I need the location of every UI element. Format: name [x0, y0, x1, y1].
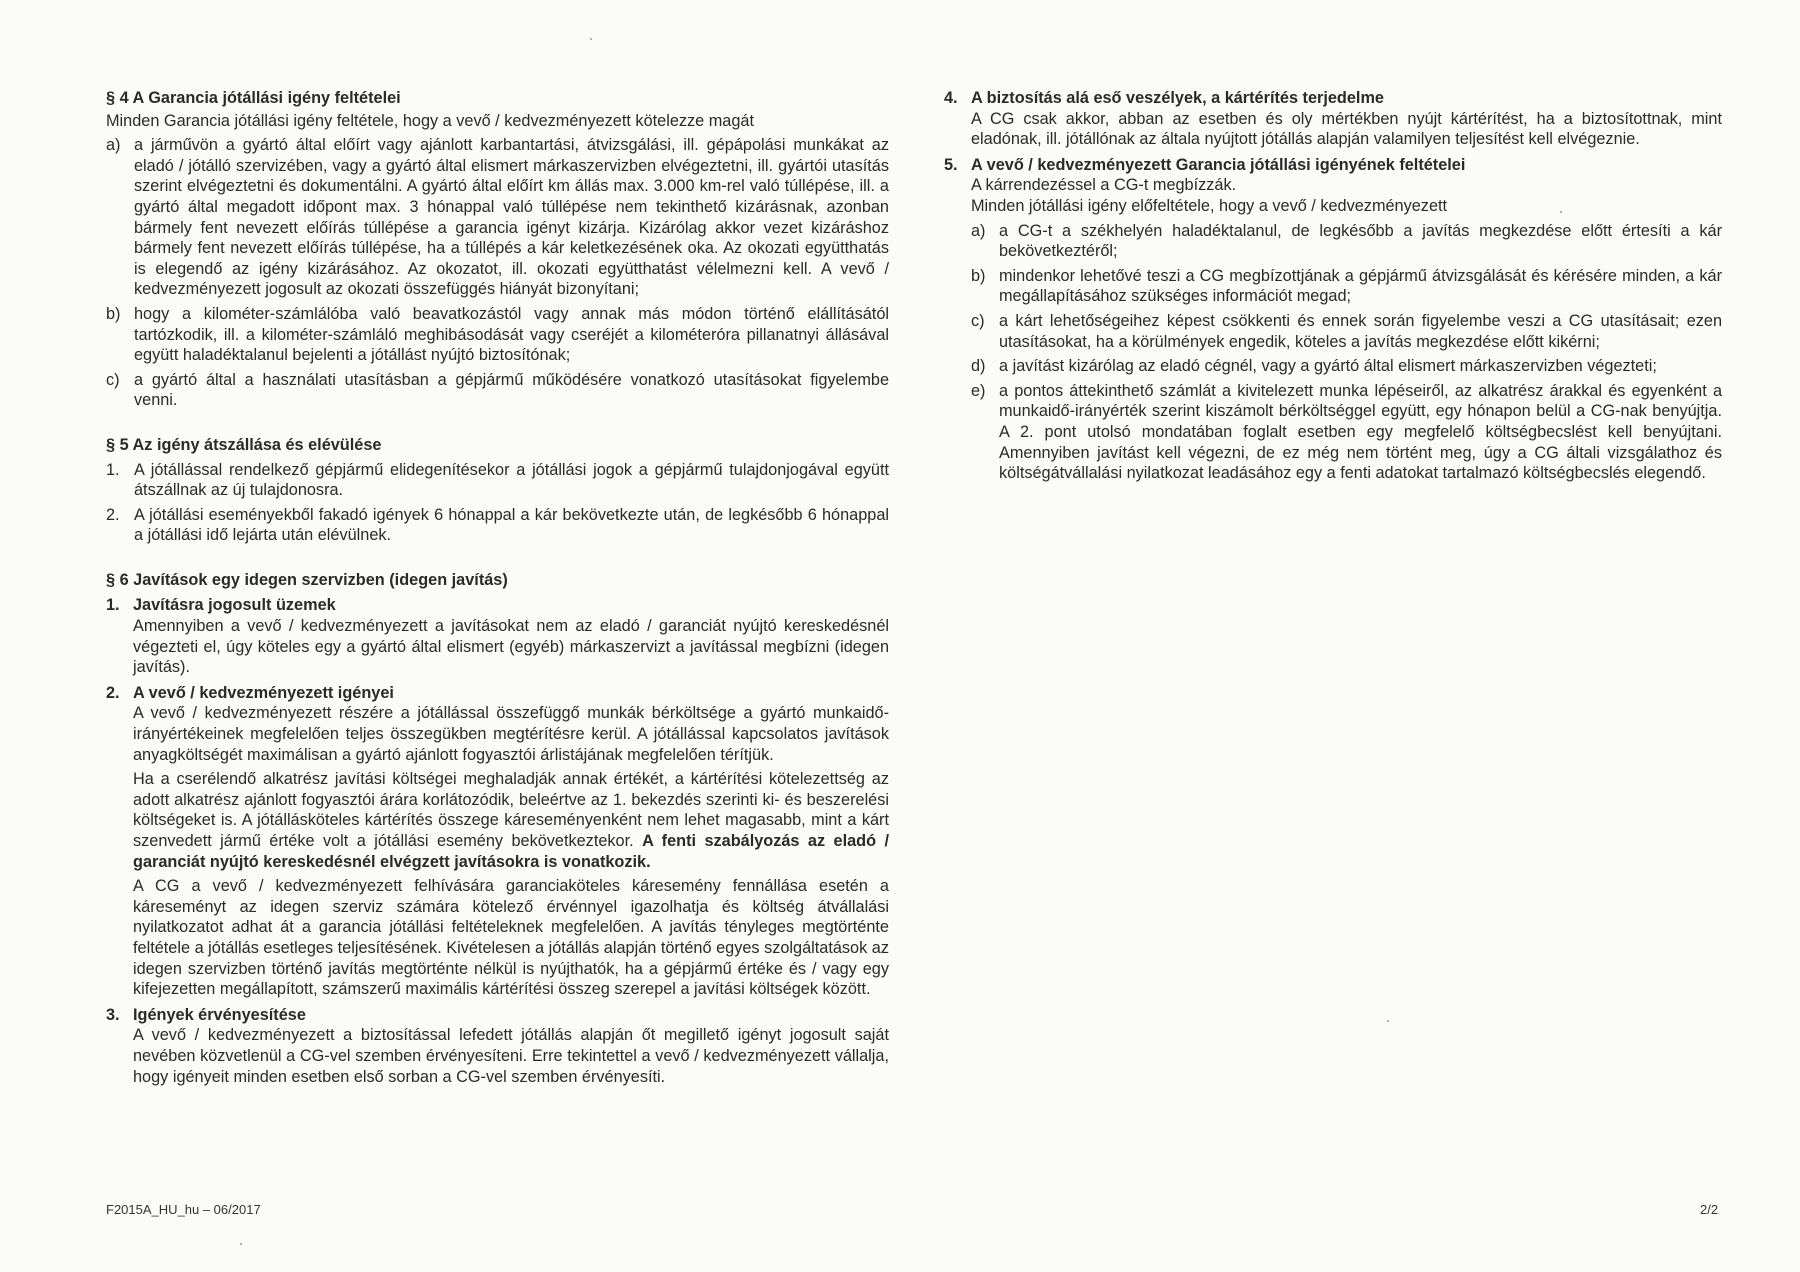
- scan-speck: [590, 38, 592, 40]
- list-marker: b): [971, 266, 986, 285]
- paragraph: A CG a vevő / kedvezményezett felhívására garanciaköteles káresemény fennállása esetén a káreseményt az idegen szerviz számára kötelező érvénnyel igazolhatja és költség átvállalási nyilatkozatot adhat át a garancia jótállási feltételeknek megfelelően. A javítás tényleges megtörténte feltétele a jótállás esetleges teljesítésének. Kivételesen a jótállás alapján történő egyes szolgáltatások az idegen szervizben történő javítás megtörténte nélkül is nyújthatók, ha a gépjármű értéke és / vagy egy kifejezetten megállapított, számszerű maximális kártérítési összeg szerepel a javítási költségek között.: [133, 877, 889, 999]
- subsection-number: 3.: [106, 1005, 120, 1024]
- list-text: a járművön a gyártó által előírt vagy ajánlott karbantartási, átvizsgálási, ill. gépápolási munkákat az eladó / jótálló szervizében, vagy a gyártó által elismert márkaszervizben elvégeztetni, ill. gyártói utasítás szerint elvégeztetni és dokumentálni. A gyártó által előírt km állás max. 3.000 km-rel való túllépése, ill. a gyártó által megadott időpont max. 3 hónappal való túllépése nem tekinthető kizárásnak, azonban bármely fent nevezett előírás túllépése a garancia igényt kizárja. Kizárólag akkor vezet kizáráshoz bármely fent nevezett előírás túllépése, ha a túllépés a kár keletkezésének oka. Az okozati együtthatás is elegendő az igény kizárásához. Az okozatot, ill. okozati együtthatást vélelmezni kell. A vevő / kedvezményezett jogosult az okozati összefüggés hiányát bizonyítani;: [134, 136, 889, 299]
- section-4-intro: Minden Garancia jótállási igény feltétele, hogy a vevő / kedvezményezett kötelezze magát: [106, 111, 754, 130]
- paragraph: Amennyiben a vevő / kedvezményezett a javításokat nem az eladó / garanciát nyújtó kereskedésnél végezteti el, úgy köteles egy a gyártó által elismert (egyéb) márkaszervizt a javítással megbízni (idegen javítás).: [133, 617, 889, 677]
- subsection-body: [133, 703, 889, 999]
- list-marker: d): [971, 357, 986, 376]
- subsection-heading: [944, 155, 1722, 176]
- list-item: [106, 304, 889, 366]
- subsection-title: A vevő / kedvezményezett igényei: [133, 683, 394, 702]
- paragraph-bold-text: A fenti szabályozás az eladó / garanciát nyújtó kereskedésnél elvégzett javításokra is vonatkozik.: [133, 832, 890, 871]
- list-item: [971, 221, 1722, 262]
- list-text: hogy a kilométer-számlálóba való beavatkozástól vagy annak más módon történő elállításától tartózkodik, ill. a kilométer-számláló meghibásodását vagy cseréjét a kilométeróra pillanatnyi állásával együtt haladéktalanul bejelenti a jótállást nyújtó biztosítónak;: [134, 304, 889, 365]
- list-text: A jótállással rendelkező gépjármű elidegenítésekor a jótállási jogok a gépjármű tulajdonjogával együtt átszállnak az új tulajdonosra.: [134, 460, 889, 500]
- paragraph: [133, 769, 889, 872]
- subsection-number: 2.: [106, 683, 120, 702]
- list-text: a kárt lehetőségeihez képest csökkenti és ennek során figyelembe veszi a CG utasításait; ezen utasításokat, ha a körülmények engedik, köteles a javítás megkezdése előtt kikérni;: [999, 311, 1722, 351]
- list-item: [106, 505, 889, 546]
- subsection-title: A biztosítás alá eső veszélyek, a kártérítés terjedelme: [971, 89, 1384, 107]
- paragraph-text: Ha a cserélendő alkatrész javítási költségei meghaladják annak értékét, a kártérítési kötelezettség az adott alkatrész ajánlott fogyasztói árára korlátozódik, beleértve az 1. bekezdés szerinti ki- és beszerelési költségeket is. A jótállásköteles kártérítés összege káreseményenként nem lehet magasabb, mint a kárt szenvedett jármű értéke volt a jótállási esemény bekövetkeztekor.: [133, 770, 889, 850]
- list-text: a javítást kizárólag az eladó cégnél, vagy a gyártó által elismert márkaszervizben végezteti;: [999, 357, 1657, 376]
- paragraph: A vevő / kedvezményezett a biztosítással lefedett jótállás alapján őt megillető igényt jogosult saját nevében közvetlenül a CG-vel szemben érvényesíteni. Erre tekintettel a vevő / kedvezményezett vállalja, hogy igényeit minden esetben első sorban a CG-vel szemben érvényesíti.: [133, 1026, 889, 1086]
- list-marker: b): [106, 304, 121, 323]
- list-marker: 2.: [106, 505, 120, 524]
- subsection-title: A vevő / kedvezményezett Garancia jótállási igényének feltételei: [971, 155, 1466, 174]
- list-text: mindenkor lehetővé teszi a CG megbízottjának a gépjármű átvizsgálását és kérésére minden, a kár megállapításához szükséges információt megad;: [999, 266, 1722, 306]
- subsection-body: [133, 1025, 889, 1087]
- list-marker: 1.: [106, 460, 120, 479]
- list-item: [106, 135, 889, 300]
- subsection-heading: [106, 1005, 889, 1026]
- subsection-heading: [106, 683, 889, 704]
- paragraph: A vevő / kedvezményezett részére a jótállással összefüggő munkák bérköltsége a gyártó munkaidő-irányértékeinek megfelelően teljes összegükben megtérítésre kerül. A jótállással kapcsolatos javítások anyagköltségét maximálisan a gyártó ajánlott fogyasztói árlistájának megfelelően térítjük.: [133, 704, 889, 764]
- list-text: a CG-t a székhelyén haladéktalanul, de legkésőbb a javítás megkezdése előtt értesíti a kár bekövetkeztéről;: [999, 221, 1722, 261]
- list-item: [971, 381, 1722, 484]
- document-code: F2015A_HU_hu – 06/2017: [106, 1202, 261, 1217]
- left-column: [106, 88, 889, 1087]
- subsection-body: [133, 616, 889, 678]
- right-column: [944, 88, 1722, 484]
- list-item: [106, 370, 889, 411]
- list-item: [971, 266, 1722, 307]
- list-marker: a): [106, 136, 121, 155]
- list-marker: e): [971, 381, 986, 400]
- list-text: A jótállási eseményekből fakadó igények 6 hónappal a kár bekövetkezte után, de legkésőbb 6 hónappal a jótállási idő lejárta után elévülnek.: [134, 505, 889, 545]
- list-marker: a): [971, 221, 986, 240]
- subsection-heading: [944, 88, 1722, 109]
- subsection-heading: [106, 595, 889, 616]
- subsection-number: 1.: [106, 596, 120, 615]
- list-text: a gyártó által a használati utasításban a gépjármű működésére vonatkozó utasításokat figyelembe venni.: [134, 370, 889, 410]
- scan-speck: [1560, 211, 1562, 213]
- list-marker: c): [106, 370, 120, 389]
- scan-speck: [1387, 1020, 1389, 1022]
- list-item: [971, 356, 1722, 377]
- paragraph: A kárrendezéssel a CG-t megbízzák.: [971, 176, 1237, 195]
- subsection-body: [971, 175, 1722, 483]
- paragraph: Minden jótállási igény előfeltétele, hogy a vevő / kedvezményezett: [971, 196, 1448, 215]
- scan-speck: [240, 1243, 242, 1245]
- subsection-number: 4.: [944, 89, 958, 107]
- subsection-body: [971, 109, 1722, 150]
- section-5-title: § 5 Az igény átszállása és elévülése: [106, 435, 382, 454]
- list-item: [106, 460, 889, 501]
- paragraph: A CG csak akkor, abban az esetben és oly mértékben nyújt kártérítést, ha a biztosítottnak, mint eladónak, ill. jótállónak az általa nyújtott jótállás alapján valamilyen teljesítést kell elvégeznie.: [971, 109, 1722, 149]
- subsection-number: 5.: [944, 155, 958, 174]
- subsection-title: Igények érvényesítése: [133, 1005, 306, 1024]
- list-item: [971, 311, 1722, 352]
- section-4-title: § 4 A Garancia jótállási igény feltételei: [106, 89, 401, 107]
- subsection-title: Javításra jogosult üzemek: [133, 596, 336, 615]
- list-marker: c): [971, 311, 985, 330]
- list-text: a pontos áttekinthető számlát a kivitelezett munka lépéseiről, az alkatrész árakkal és egyenként a munkaidő-irányérték szerint kiszámolt bérköltséggel együtt, egy hónapon belül a CG-nak benyújtja. A 2. pont utolsó mondatában foglalt esetben egy megfelelő költségbecslést kell benyújtani. Amennyiben javítást kell végezni, de ez még nem történt meg, úgy a CG általi vizsgálathoz és költségátvállalási nyilatkozat leadásához egy a fenti adatokat tartalmazó költségbecslés elegendő.: [999, 381, 1722, 483]
- page-number: 2/2: [1700, 1202, 1719, 1217]
- section-6-title: § 6 Javítások egy idegen szervizben (idegen javítás): [106, 570, 508, 589]
